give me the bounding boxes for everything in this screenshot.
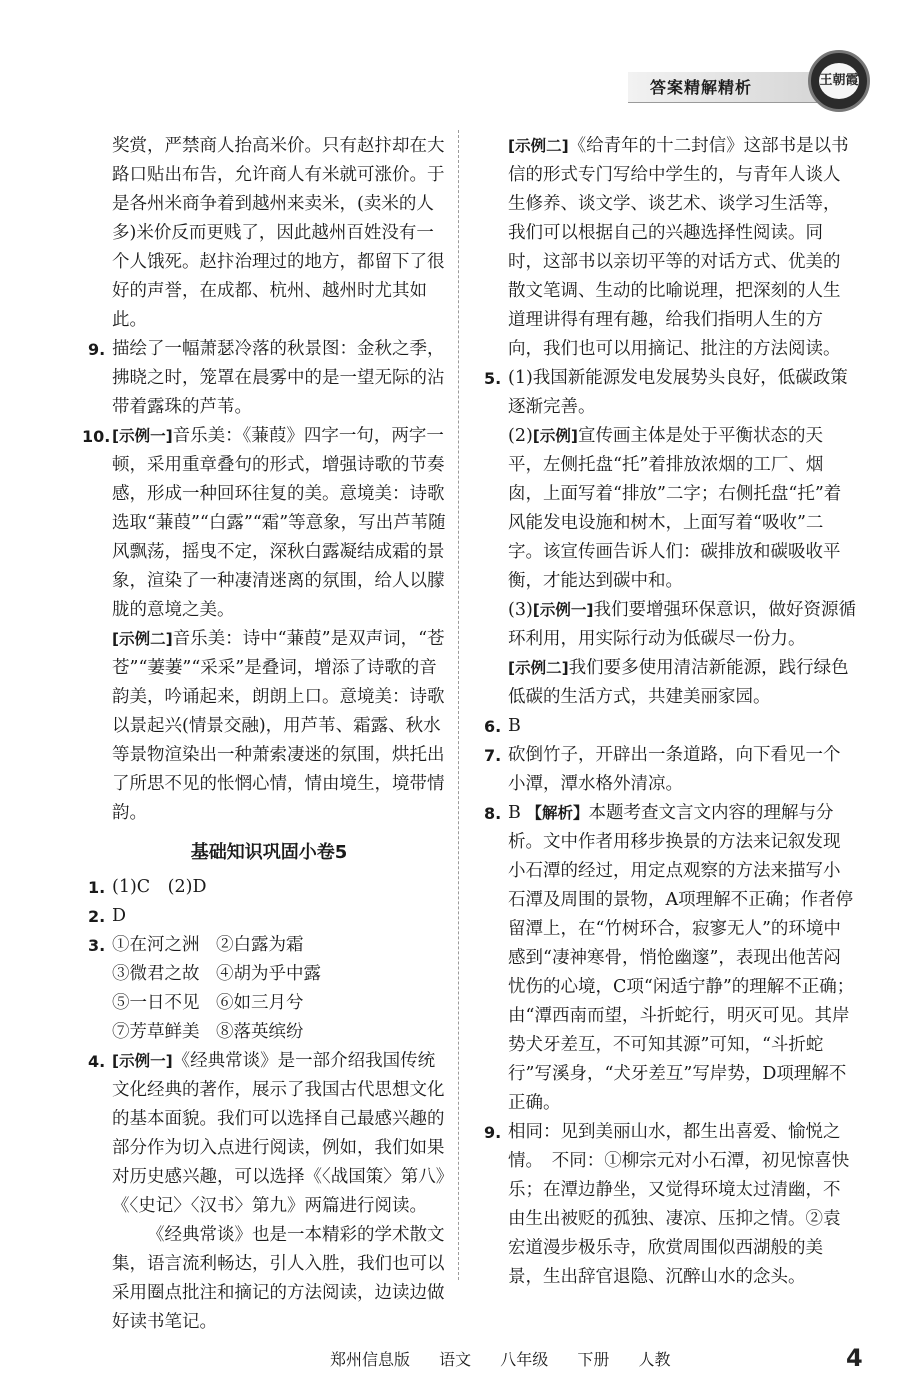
example-2	[112, 625, 450, 828]
answer-part-2	[508, 422, 856, 596]
example-tag: [示例]	[532, 427, 578, 445]
part-prefix: (3)	[508, 600, 533, 620]
answer-text: 砍倒竹子，开辟出一条道路，向下看见一个小潭，潭水格外清凉。	[508, 745, 841, 794]
example-tag: [示例一]	[112, 1052, 173, 1070]
answer-number: 4.	[88, 1052, 106, 1071]
answer-number: 6.	[484, 717, 502, 736]
example-tag: [示例一]	[532, 601, 594, 619]
right-column	[484, 132, 856, 1292]
header-title: 答案精解精析	[650, 78, 753, 97]
answer-6	[484, 712, 856, 741]
answer-text: B	[508, 716, 521, 736]
section-title: 基础知识巩固小卷5	[190, 842, 348, 863]
answer-number: 7.	[484, 746, 502, 765]
answer-number: 10.	[82, 427, 111, 446]
example-tag: [示例一]	[112, 427, 173, 445]
answer-line: ⑤一日不见	[112, 993, 200, 1013]
answer-text: 《经典常谈》是一部介绍我国传统文化经典的著作，展示了我国古代思想文化的基本面貌。我们可以选择自己最感兴趣的部分作为切入点进行阅读，例如，我们如果对历史感兴趣，可以选择《〈战国策〉第八》《〈史记〉〈汉书〉第九》两篇进行阅读。	[112, 1051, 445, 1216]
answer-number: 8.	[484, 804, 502, 823]
continued-example	[484, 132, 856, 364]
footer-term: 下册	[577, 1350, 610, 1369]
header-rule	[628, 102, 828, 103]
answer-text: 相同：见到美丽山水，都生出喜爱、愉悦之情。 不同：①柳宗元对小石潭，初见惊喜快乐；在潭边静坐，又觉得环境太过清幽，不由生出被贬的孤独、凄凉、压抑之情。②袁宏道漫步极乐寺，欣赏周围似西湖般的美景，生出辞官退隐、沉醉山水的念头。	[508, 1122, 850, 1287]
footer-edition: 郑州信息版	[330, 1350, 411, 1369]
example-tag: [示例二]	[508, 137, 569, 155]
footer	[330, 1347, 688, 1370]
answer-text: (1)C (2)D	[112, 877, 207, 897]
answer-text: 我们要增强环保意识，做好资源循环利用，用实际行动为低碳尽一份力。	[508, 600, 856, 649]
footer-grade: 八年级	[500, 1350, 549, 1369]
answer-8	[484, 799, 856, 1118]
answer-s3	[88, 931, 450, 1047]
answer-number: 9.	[484, 1123, 502, 1142]
answer-s1	[88, 873, 450, 902]
answer-number: 3.	[88, 936, 106, 955]
answer-grid	[112, 931, 450, 1047]
answer-7	[484, 741, 856, 799]
answer-line: ⑧落英缤纷	[216, 1022, 304, 1042]
answer-text: 音乐美：《蒹葭》四字一句，两字一顿，采用重章叠句的形式，增强诗歌的节奏感，形成一种回环往复的美。意境美：诗歌选取“蒹葭”“白露”“霜”等意象，写出芦苇随风飘荡，摇曳不定，深秋白露凝结成霜的景象，渲染了一种凄清迷离的氛围，给人以朦胧的意境之美。	[112, 426, 446, 620]
answer-text: 《给青年的十二封信》这部书是以书信的形式专门写给中学生的，与青年人谈人生修养、谈文学、谈艺术、谈学习生活等，我们可以根据自己的兴趣选择性阅读。同时，这部书以亲切平等的对话方式、优美的散文笔调、生动的比喻说理，把深刻的人生道理讲得有理有趣，给我们指明人生的方向，我们也可以用摘记、批注的方法阅读。	[508, 136, 849, 359]
answer-text: 宣传画主体是处于平衡状态的天平，左侧托盘“托”着排放浓烟的工厂、烟囱，上面写着“排放”二字；右侧托盘“托”着风能发电设施和树木，上面写着“吸收”二字。该宣传画告诉人们：碳排放和碳吸收平衡，才能达到碳中和。	[508, 426, 842, 591]
answer-line: ⑦芳草鲜美	[112, 1022, 200, 1042]
part-prefix: (2)	[508, 426, 533, 446]
footer-subject: 语文	[439, 1350, 472, 1369]
left-column	[82, 132, 450, 1337]
answer-number: 2.	[88, 907, 106, 926]
answer-part-4	[508, 654, 856, 712]
logo	[808, 50, 870, 112]
answer-5	[484, 364, 856, 712]
answer-text-2: 《经典常谈》也是一本精彩的学术散文集，语言流利畅达，引人入胜，我们也可以采用圈点批注和摘记的方法阅读，边读边做好读书笔记。	[112, 1225, 445, 1332]
answer-text: 描绘了一幅萧瑟冷落的秋景图：金秋之季，拂晓之时，笼罩在晨雾中的是一望无际的沾带着露珠的芦苇。	[112, 339, 445, 417]
answer-line: ③微君之故	[112, 964, 200, 984]
example-tag: [示例二]	[508, 659, 569, 677]
answer-9	[88, 335, 450, 422]
analysis-tag: 【解析】	[526, 804, 589, 822]
answer-9-right	[484, 1118, 856, 1292]
answer-choice: B	[508, 803, 521, 823]
answer-line: ②白露为霜	[216, 935, 304, 955]
answer-text: 我们要多使用清洁新能源，践行绿色低碳的生活方式，共建美丽家园。	[508, 658, 849, 707]
column-divider	[458, 130, 459, 1280]
answer-line: ⑥如三月兮	[216, 993, 304, 1013]
answer-line: ④胡为乎中露	[216, 964, 321, 984]
answer-part-3	[508, 596, 856, 654]
answer-number: 5.	[484, 369, 502, 388]
footer-publisher: 人教	[638, 1350, 671, 1369]
answer-number: 1.	[88, 878, 106, 897]
answer-line: ①在河之洲	[112, 935, 200, 955]
answer-text: D	[112, 906, 127, 926]
answer-s4	[88, 1047, 450, 1337]
answer-number: 9.	[88, 340, 106, 359]
answer-text: 本题考查文言文内容的理解与分析。文中作者用移步换景的方法来记叙发现小石潭的经过，用定点观察的方法来描写小石潭及周围的景物，A项理解不正确；作者停留潭上，在“竹树环合，寂寥无人”的环境中感到“凄神寒骨，悄怆幽邃”，表现出他苦闷忧伤的心境，C项“闲适宁静”的理解不正确；由“潭西南而望，斗折蛇行，明灭可见。其岸势犬牙差互，不可知其源”可知，“斗折蛇行”写溪身，“犬牙差互”写岸势，D项理解不正确。	[508, 803, 855, 1113]
example-tag: [示例二]	[112, 630, 173, 648]
continued-paragraph: 奖赏，严禁商人抬高米价。只有赵抃却在大路口贴出布告，允许商人有米就可涨价。于是各州米商争着到越州来卖米，(卖米的人多)米价反而更贱了，因此越州百姓没有一个人饿死。赵抃治理过的地方，都留下了很好的声誉，在成都、杭州、越州时尤其如此。	[112, 136, 445, 330]
answer-part-1: (1)我国新能源发电发展势头良好，低碳政策逐渐完善。	[508, 368, 848, 417]
logo-text: 王朝霞	[819, 63, 859, 99]
answer-text: 音乐美：诗中“蒹葭”是双声词，“苍苍”“萋萋”“采采”是叠词，增添了诗歌的音韵美，吟诵起来，朗朗上口。意境美：诗歌以景起兴(情景交融)，用芦苇、霜露、秋水等景物渲染出一种萧索凄迷的氛围，烘托出了所思不见的怅惘心情，情由境生，境带情韵。	[112, 629, 445, 823]
page-number: 4	[846, 1344, 863, 1372]
answer-10	[82, 422, 450, 828]
answer-s2	[88, 902, 450, 931]
